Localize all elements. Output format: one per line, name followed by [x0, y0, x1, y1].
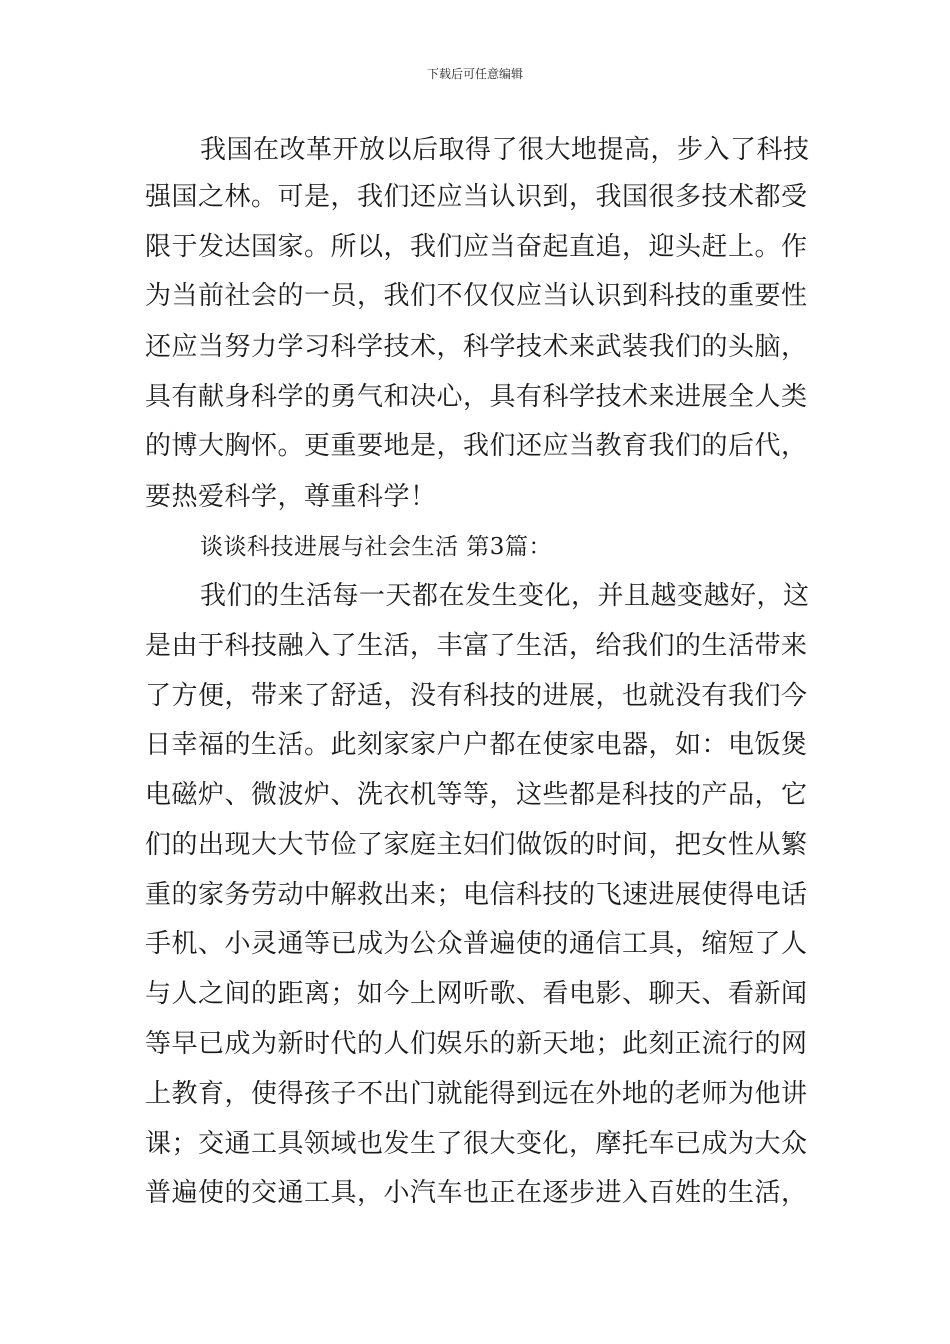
paragraph-line: 具有献身科学的勇气和决心，具有科学技术来进展全人类 [145, 382, 808, 412]
paragraph-line: 上教育，使得孩子不出门就能得到远在外地的老师为他讲 [145, 1079, 808, 1109]
paragraph-line: 要热爱科学，尊重科学！ [145, 482, 437, 512]
paragraph-line: 强国之林。可是，我们还应当认识到，我国很多技术都受 [145, 182, 808, 212]
paragraph-line: 了方便，带来了舒适，没有科技的进展，也就没有我们今 [145, 681, 808, 711]
paragraph-line: 普遍使的交通工具，小汽车也正在逐步进入百姓的生活， [145, 1178, 808, 1208]
paragraph-line: 重的家务劳动中解救出来；电信科技的飞速进展使得电话 [145, 880, 808, 910]
paragraph-line: 我国在改革开放以后取得了很大地提高，步入了科技 [200, 135, 810, 165]
paragraph-line: 为当前社会的一员，我们不仅仅应当认识到科技的重要性 [145, 281, 808, 311]
paragraph-line: 们的出现大大节俭了家庭主妇们做饭的时间，把女性从繁 [145, 830, 808, 860]
paragraph-line: 课；交通工具领域也发生了很大变化，摩托车已成为大众 [145, 1129, 808, 1159]
paragraph-line: 与人之间的距离；如今上网听歌、看电影、聊天、看新闻 [145, 979, 808, 1009]
paragraph-line: 限于发达国家。所以，我们应当奋起直追，迎头赶上。作 [145, 232, 808, 262]
paragraph-line: 是由于科技融入了生活，丰富了生活，给我们的生活带来 [145, 631, 808, 661]
paragraph-line: 电磁炉、微波炉、洗衣机等等，这些都是科技的产品，它 [145, 780, 808, 810]
paragraph-line: 的博大胸怀。更重要地是，我们还应当教育我们的后代， [145, 431, 808, 461]
paragraph-line: 我们的生活每一天都在发生变化，并且越变越好，这 [200, 581, 810, 611]
paragraph-line: 日幸福的生活。此刻家家户户都在使家电器，如：电饭煲 [145, 730, 808, 760]
page-header: 下载后可任意编辑 [426, 67, 523, 81]
paragraph-line: 手机、小灵通等已成为公众普遍使的通信工具，缩短了人 [145, 929, 808, 959]
paragraph-line: 还应当努力学习科学技术，科学技术来武装我们的头脑， [145, 332, 808, 362]
paragraph-line: 等早已成为新时代的人们娱乐的新天地；此刻正流行的网 [145, 1029, 808, 1059]
section-heading: 谈谈科技进展与社会生活 第3篇： [200, 534, 552, 560]
